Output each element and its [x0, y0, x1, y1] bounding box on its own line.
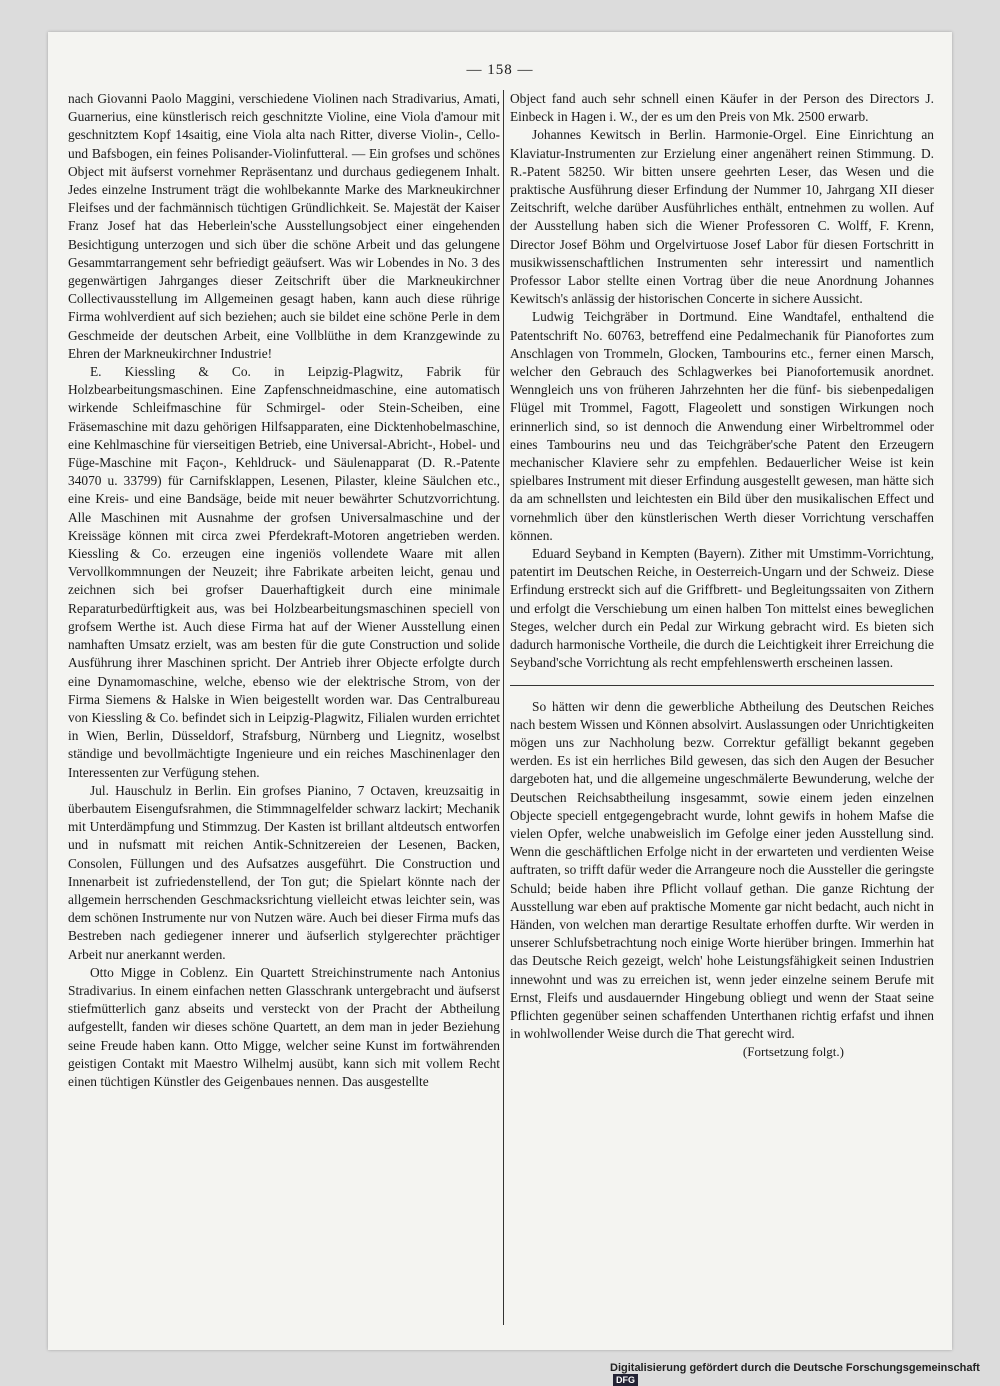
paragraph-kewitsch: Johannes Kewitsch in Berlin. Harmonie-Orgel. Eine Einrichtung an Klaviatur-Instrumenten zur Erzielung einer angenähert reinen Stimmung. D. R.-Patent 58250. Wir bitten unsere geehrten Leser, das Wesen und die praktische Ausführung dieser Erfindung der Nummer 10, Jahrgang XII dieser Zeitschrift, welche darüber Ausführliches enthält, entnehmen zu wollen. Auf der Ausstellung haben sich die Wiener Professoren C. Wolff, F. Krenn, Director Josef Böhm und Orgelvirtuose Josef Labor für diesen Fortschritt in musikwissenschaftlichen Instrumenten sehr interessirt und namentlich Professor Labor stellte einen Vortrag über die neue Anordnung Johannes Kewitsch's anlässig der historischen Concerte in sichere Aussicht. — [510, 127, 934, 307]
digitization-footer — [610, 1362, 1000, 1386]
paragraph-conclusion: So hätten wir denn die gewerbliche Abtheilung des Deutschen Reiches nach bestem Wissen und Können absolvirt. Auslassungen oder Unrichtigkeiten mögen uns zur Nachholung bezw. Correktur gefälligt bekannt gegeben werden. Es ist ein herrliches Bild gewesen, das sich den Augen der Besucher dargeboten hat, und die allgemeine ungeschmälerte Bewunderung, welche der Deutschen Reichsabtheilung insgesammt, sowie einem jeden einzelnen Objecte speciell entgegengebracht wurde, lohnt gewifs in hohem Mafse die vielen Opfer, welche unabweislich im Gefolge einer jeden Ausstellung sind. Wenn die geschäftlichen Erfolge nicht in der erwarteten und verdienten Weise auftraten, so trifft dafür weder die Arrangeure noch die Aussteller die geringste Schuld; beide haben ihre Pflicht vollauf gethan. Die ganze Richtung der Ausstellung war eben auf praktische Momente gar nicht bedacht, auch nicht in Händen, von welchen man derartige Resultate erhoffen durfte. Wir werden in unserer Schlufsbetrachtung noch einige Worte hierüber bringen. Immerhin hat das Deutsche Reich gezeigt, welch' hohe Leistungsfähigkeit seinen Industrien innewohnt und was zu erreichen ist, wenn jeder einzelne seinem Berufe mit Ernst, Fleifs und ausdauernder Hingebung obliegt und wenn der Staat seine Pflichten gegenüber seinen schaffenden Unterthanen richtig erfafst und ihnen in wohlwollender Weise durch die That gerecht wird. — [510, 698, 934, 1042]
page-number: — 158 — — [466, 62, 534, 78]
paragraph-hauschulz: Jul. Hauschulz in Berlin. Ein grofses Pianino, 7 Octaven, kreuzsaitig in überbautem Eisengufsrahmen, die Stimmnagelfelder schwarz lackirt; Mechanik mit Unterdämpfung und Stimmzug. Der Kasten ist brillant altdeutsch entworfen und in nufsmatt mit reichen Antik-Schnitzereien der Lesenen, Backen, Consolen, Füllungen und des Aufsatzes ausgeführt. Die Construction und Innenarbeit ist zufriedenstellend, der Ton gut; die Spielart könnte nach der allgemein herrschenden Geschmacksrichtung vielleicht etwas leichter sein, was dem schönen Instrumente nur von Nutzen wäre. Auch bei dieser Firma mufs das Bestreben nach gediegener innerer und äufserlich stylgerechter prächtiger Arbeit nur anerkannt werden. — [68, 782, 500, 962]
continuation-note: (Fortsetzung folgt.) — [742, 1044, 844, 1060]
paragraph-object-buyer: Object fand auch sehr schnell einen Käufer in der Person des Directors J. Einbeck in Hagen i. W., der es um den Preis von Mk. 2500 erwarb. — [510, 91, 934, 125]
page-sheet — [48, 32, 952, 1350]
dfg-logo: DFG — [613, 1374, 638, 1386]
paragraph-teichgraeber: Ludwig Teichgräber in Dortmund. Eine Wandtafel, enthaltend die Patentschrift No. 60763, betreffend eine Pedalmechanik für Pianofortes zum Anschlagen von Trommeln, Glocken, Tambourins etc., ferner einen Marsch, welcher den Gebrauch des Schlagwerkes bei Pianofortemusik anordnet. Wenngleich uns von früheren Jahrzehnten her die fünf- bis siebenpedaligen Flügel mit Trommel, Fagott, Flageolett und sonstigen Wirkungen noch erinnerlich sind, so ist dennoch die Anwendung einer Wirbeltrommel oder eines Tambourins neu und das Teichgräber'sche Patent den Erzeugern mechanischer Klaviere sehr zu empfehlen. Bedauerlicher Weise ist kein spielbares Instrument mit dieser Erfindung ausgestellt gewesen, man hätte sich da am schnellsten und leichtesten ein Bild über den musikalischen Effect und vornehmlich über den künstlerischen Werth dieser Vorrichtung verschaffen können. — [510, 309, 934, 543]
section-divider — [510, 685, 934, 686]
left-column — [68, 90, 500, 1091]
paragraph-migge: Otto Migge in Coblenz. Ein Quartett Streichinstrumente nach Antonius Stradivarius. In einem einfachen netten Glasschrank untergebracht und äufserst stiefmütterlich ganz abseits und versteckt von der Pracht der Abtheilung aufgestellt, fanden wir dieses schöne Quartett, an dem man in jeder Beziehung seine Freude haben kann. Otto Migge, welcher seine Kunst im fortwährenden geistigen Contakt mit Maestro Wilhelmj ausübt, kann sich mit vollem Recht einen tüchtigen Künstler des Geigenbaues nennen. Das ausgestellte — [68, 964, 500, 1089]
paragraph-kiessling: E. Kiessling & Co. in Leipzig-Plagwitz, Fabrik für Holzbearbeitungsmaschinen. Eine Zapfenschneidmaschine, eine automatisch wirkende Schleifmaschine für Schmirgel- oder Stein-Scheiben, eine Fräsemaschine mit dazu gehörigen Hilfsapparaten, eine Dicktenhobelmaschine, eine Kehlmaschine für vierseitigen Betrieb, eine Universal-Abricht-, Hobel- und Füge-Maschine mit Façon-, Kehldruck- und Säulenapparat (D. R.-Patente 34070 u. 33799) für Carnifsklappen, Lesenen, Pilaster, kleine Säulchen etc., eine Kreis- und eine Bandsäge, beide mit neuer bewährter Schutzvorrichtung. Alle Maschinen mit Ausnahme der grofsen Universalmaschine und der Kreissäge können mit circa zwei Pferdekraft-Motoren angetrieben werden. Kiessling & Co. erzeugen eine ingeniös vollendete Waare mit allen Vervollkommnungen der Neuzeit; ihre Fabrikate arbeiten leicht, genau und zeichnen sich bei grofser Dauerhaftigkeit durch eine minimale Reparaturbedürftigkeit aus, was bei Holzbearbeitungsmaschinen speciell von grofsem Werthe ist. Auch diese Firma hat auf der Wiener Ausstellung einen namhaften Umsatz erzielt, was am besten für die gute Construction und solide Ausführung ihrer Maschinen spricht. Der Antrieb ihrer Objecte erfolgte durch eine Dynamomaschine, welche, ebenso wie der elektrische Strom, von der Firma Siemens & Halske in Wien beigestellt worden war. Das Centralbureau von Kiessling & Co. befindet sich in Leipzig-Plagwitz, Filialen wurden errichtet in Wien, Berlin, Düsseldorf, Strafsburg, Nürnberg und Liegnitz, woselbst ständige und bevollmächtigte Ingenieure und ein reiches Maschinenlager den Interessenten zur Verfügung stehen. — [68, 364, 500, 780]
right-column — [510, 90, 934, 1062]
footer-text: Digitalisierung gefördert durch die Deutsche Forschungsgemeinschaft — [610, 1362, 980, 1374]
paragraph-seyband: Eduard Seyband in Kempten (Bayern). Zither mit Umstimm-Vorrichtung, patentirt im Deutschen Reiche, in Oesterreich-Ungarn und der Schweiz. Diese Erfindung erstreckt sich auf die Griffbrett- und Begleitungssaiten von Zithern und erfolgt die Verschiebung um einen halben Ton mittelst eines beweglichen Steges, welcher durch ein Pedal zur Wirkung gebracht wird. Es bieten sich dadurch harmonische Vortheile, die durch die Leichtigkeit ihrer Erreichung die Seyband'sche Vorrichtung als recht empfehlenswerth erscheinen lassen. — [510, 546, 934, 671]
paragraph-heberlein: nach Giovanni Paolo Maggini, verschiedene Violinen nach Stradivarius, Amati, Guarnerius, eine künstlerisch reich geschnitzte Violine, eine Viola d'amour mit geschnitztem Kopf 14saitig, eine Viola alta nach Ritter, diverse Violin-, Cello- und Bafsbogen, ein feines Polisander-Violinfutteral. — Ein grofses und schönes Object mit äufserst vornehmer Repräsentanz und durchaus gediegenem Inhalt. Jedes einzelne Instrument trägt die wohlbekannte Marke des Markneukirchner Fleifses und der fachmännisch tüchtigen Gründlichkeit. Se. Majestät der Kaiser Franz Josef hat das Heberlein'sche Ausstellungsobject einer eingehenden Besichtigung unterzogen und sich über die schöne Arbeit und das gelungene Gesammtarrangement sehr befriedigt geäufsert. Was wir Lobendes in No. 3 des gegenwärtigen Jahrganges dieser Zeitschrift über die Markneukirchner Collectivausstellung im Allgemeinen gesagt haben, kann auch diese rührige Firma wohlverdient auf sich beziehen; auch sie bildet eine schöne Perle in dem Geschmeide der deutschen Arbeit, eine Vollblüthe in dem Kranzgewinde zu Ehren der Markneukirchner Industrie! — [68, 91, 500, 361]
column-divider — [503, 90, 504, 1325]
